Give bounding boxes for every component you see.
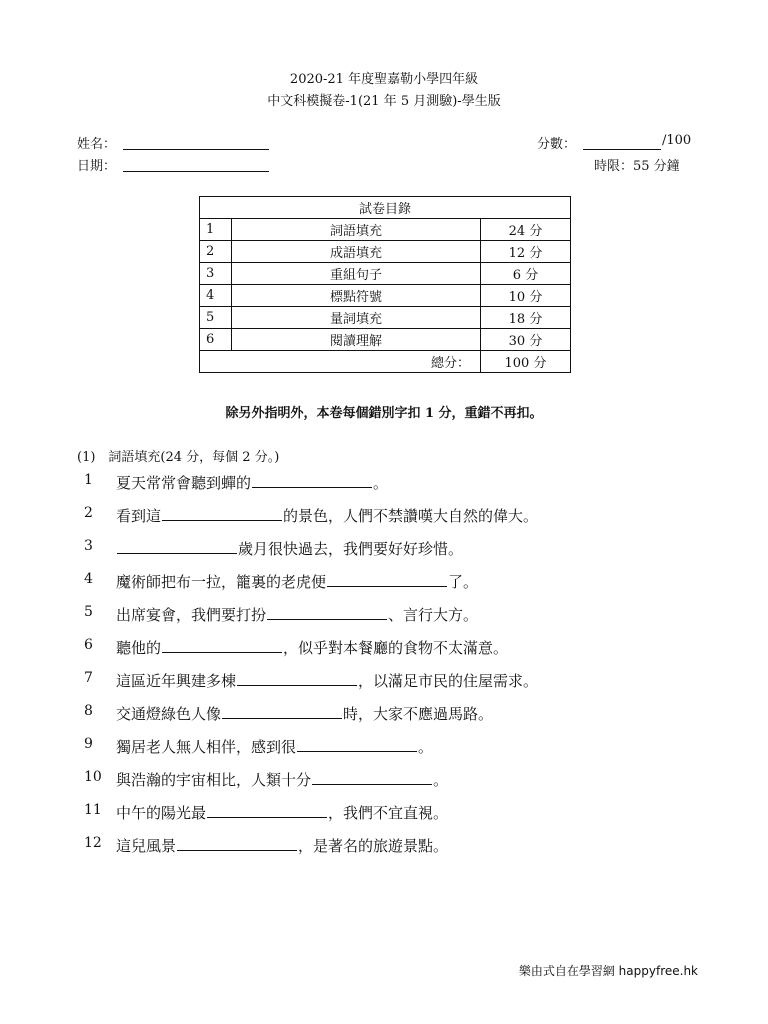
answer-blank[interactable] bbox=[117, 539, 237, 554]
question-text-before: 中午的陽光最 bbox=[116, 804, 207, 822]
question-text-after: 歲月很快過去，我們要好好珍惜。 bbox=[238, 540, 464, 558]
table-cell-marks: 24 分 bbox=[481, 219, 571, 241]
table-cell-no: 3 bbox=[200, 263, 232, 285]
question-item bbox=[84, 505, 724, 527]
answer-blank[interactable] bbox=[267, 605, 387, 620]
question-text-after: ，是著名的旅遊景點。 bbox=[298, 837, 449, 855]
question-text-after: ，我們不宜直視。 bbox=[328, 804, 449, 822]
question-item bbox=[84, 703, 724, 725]
answer-blank[interactable] bbox=[327, 572, 447, 587]
question-text-after: 、言行大方。 bbox=[388, 606, 479, 624]
table-cell-marks: 10 分 bbox=[481, 285, 571, 307]
total-value: 100 分 bbox=[481, 351, 571, 373]
question-text-before: 交通燈綠色人像 bbox=[116, 705, 222, 723]
question-text-after: ，似乎對本餐廳的食物不太滿意。 bbox=[283, 639, 509, 657]
answer-blank[interactable] bbox=[222, 704, 342, 719]
answer-blank[interactable] bbox=[162, 506, 282, 521]
name-field-line[interactable] bbox=[123, 135, 269, 150]
question-number: 11 bbox=[84, 802, 102, 818]
section-heading: (1) 詞語填充(24 分，每個 2 分。) bbox=[77, 450, 280, 465]
marking-notice: 除另外指明外，本卷每個錯別字扣 1 分，重錯不再扣。 bbox=[225, 406, 543, 421]
table-cell-section: 詞語填充 bbox=[232, 219, 481, 241]
name-label: 姓名： bbox=[77, 137, 117, 152]
answer-blank[interactable] bbox=[252, 473, 372, 488]
contents-table-header bbox=[200, 197, 571, 219]
question-item bbox=[84, 571, 724, 593]
question-text-before: 這兒風景 bbox=[116, 837, 177, 855]
contents-title: 試卷目錄 bbox=[200, 197, 571, 219]
table-cell-no: 4 bbox=[200, 285, 232, 307]
exam-subtitle: 中文科模擬卷-1(21 年 5 月測驗)-學生版 bbox=[267, 94, 501, 109]
date-field-line[interactable] bbox=[123, 157, 269, 172]
question-text-after: 。 bbox=[433, 771, 449, 789]
question-text-before: 聽他的 bbox=[116, 639, 162, 657]
total-label: 總分： bbox=[200, 351, 481, 373]
question-item bbox=[84, 802, 724, 824]
question-text-before: 這區近年興建多棟 bbox=[116, 672, 237, 690]
table-cell-section: 標點符號 bbox=[232, 285, 481, 307]
table-cell-section: 量詞填充 bbox=[232, 307, 481, 329]
question-number: 8 bbox=[84, 703, 93, 719]
question-item bbox=[84, 769, 724, 791]
table-cell-marks: 12 分 bbox=[481, 241, 571, 263]
question-text-before: 獨居老人無人相伴，感到很 bbox=[116, 738, 297, 756]
question-text-before: 出席宴會，我們要打扮 bbox=[116, 606, 267, 624]
question-text-after: 的景色，人們不禁讚嘆大自然的偉大。 bbox=[283, 507, 539, 525]
footer-site-link[interactable]: 樂由式自在學習網 happyfree.hk bbox=[518, 964, 698, 978]
question-item bbox=[84, 637, 724, 659]
time-limit: 時限：55 分鐘 bbox=[594, 159, 680, 174]
question-number: 1 bbox=[84, 472, 93, 488]
score-total: /100 bbox=[662, 133, 692, 148]
question-number: 6 bbox=[84, 637, 93, 653]
table-cell-marks: 6 分 bbox=[481, 263, 571, 285]
table-row bbox=[200, 219, 571, 241]
table-row bbox=[200, 285, 571, 307]
question-number: 10 bbox=[84, 769, 102, 785]
question-number: 4 bbox=[84, 571, 93, 587]
question-text-before: 魔術師把布一拉，籠裏的老虎便 bbox=[116, 573, 327, 591]
answer-blank[interactable] bbox=[162, 638, 282, 653]
date-label: 日期： bbox=[77, 159, 117, 174]
table-cell-no: 1 bbox=[200, 219, 232, 241]
score-field-line[interactable] bbox=[583, 135, 661, 150]
table-row bbox=[200, 263, 571, 285]
question-number: 3 bbox=[84, 538, 93, 554]
question-text-after: 。 bbox=[418, 738, 434, 756]
question-number: 5 bbox=[84, 604, 93, 620]
answer-blank[interactable] bbox=[297, 737, 417, 752]
table-cell-no: 2 bbox=[200, 241, 232, 263]
contents-table bbox=[199, 196, 571, 373]
table-cell-section: 成語填充 bbox=[232, 241, 481, 263]
question-number: 7 bbox=[84, 670, 93, 686]
question-text-after: ，以滿足市民的住屋需求。 bbox=[358, 672, 539, 690]
question-item bbox=[84, 835, 724, 857]
score-label: 分數： bbox=[537, 137, 577, 152]
question-number: 9 bbox=[84, 736, 93, 752]
table-row bbox=[200, 241, 571, 263]
table-cell-marks: 18 分 bbox=[481, 307, 571, 329]
question-item bbox=[84, 736, 724, 758]
answer-blank[interactable] bbox=[312, 770, 432, 785]
question-number: 12 bbox=[84, 835, 102, 851]
question-item bbox=[84, 472, 724, 494]
table-row bbox=[200, 307, 571, 329]
table-cell-marks: 30 分 bbox=[481, 329, 571, 351]
answer-blank[interactable] bbox=[237, 671, 357, 686]
table-cell-no: 6 bbox=[200, 329, 232, 351]
question-text-before: 看到這 bbox=[116, 507, 162, 525]
question-number: 2 bbox=[84, 505, 93, 521]
question-item bbox=[84, 538, 724, 560]
table-cell-no: 5 bbox=[200, 307, 232, 329]
exam-title: 2020-21 年度聖嘉勒小學四年級 bbox=[289, 72, 479, 87]
table-cell-section: 重組句子 bbox=[232, 263, 481, 285]
question-text-after: 時，大家不應過馬路。 bbox=[343, 705, 494, 723]
question-text-before: 與浩瀚的宇宙相比，人類十分 bbox=[116, 771, 312, 789]
answer-blank[interactable] bbox=[207, 803, 327, 818]
table-row bbox=[200, 329, 571, 351]
question-text-after: 了。 bbox=[448, 573, 479, 591]
question-item bbox=[84, 670, 724, 692]
answer-blank[interactable] bbox=[177, 836, 297, 851]
question-text-after: 。 bbox=[373, 474, 389, 492]
table-total-row bbox=[200, 351, 571, 373]
question-item bbox=[84, 604, 724, 626]
question-text-before: 夏天常常會聽到蟬的 bbox=[116, 474, 252, 492]
table-cell-section: 閱讀理解 bbox=[232, 329, 481, 351]
